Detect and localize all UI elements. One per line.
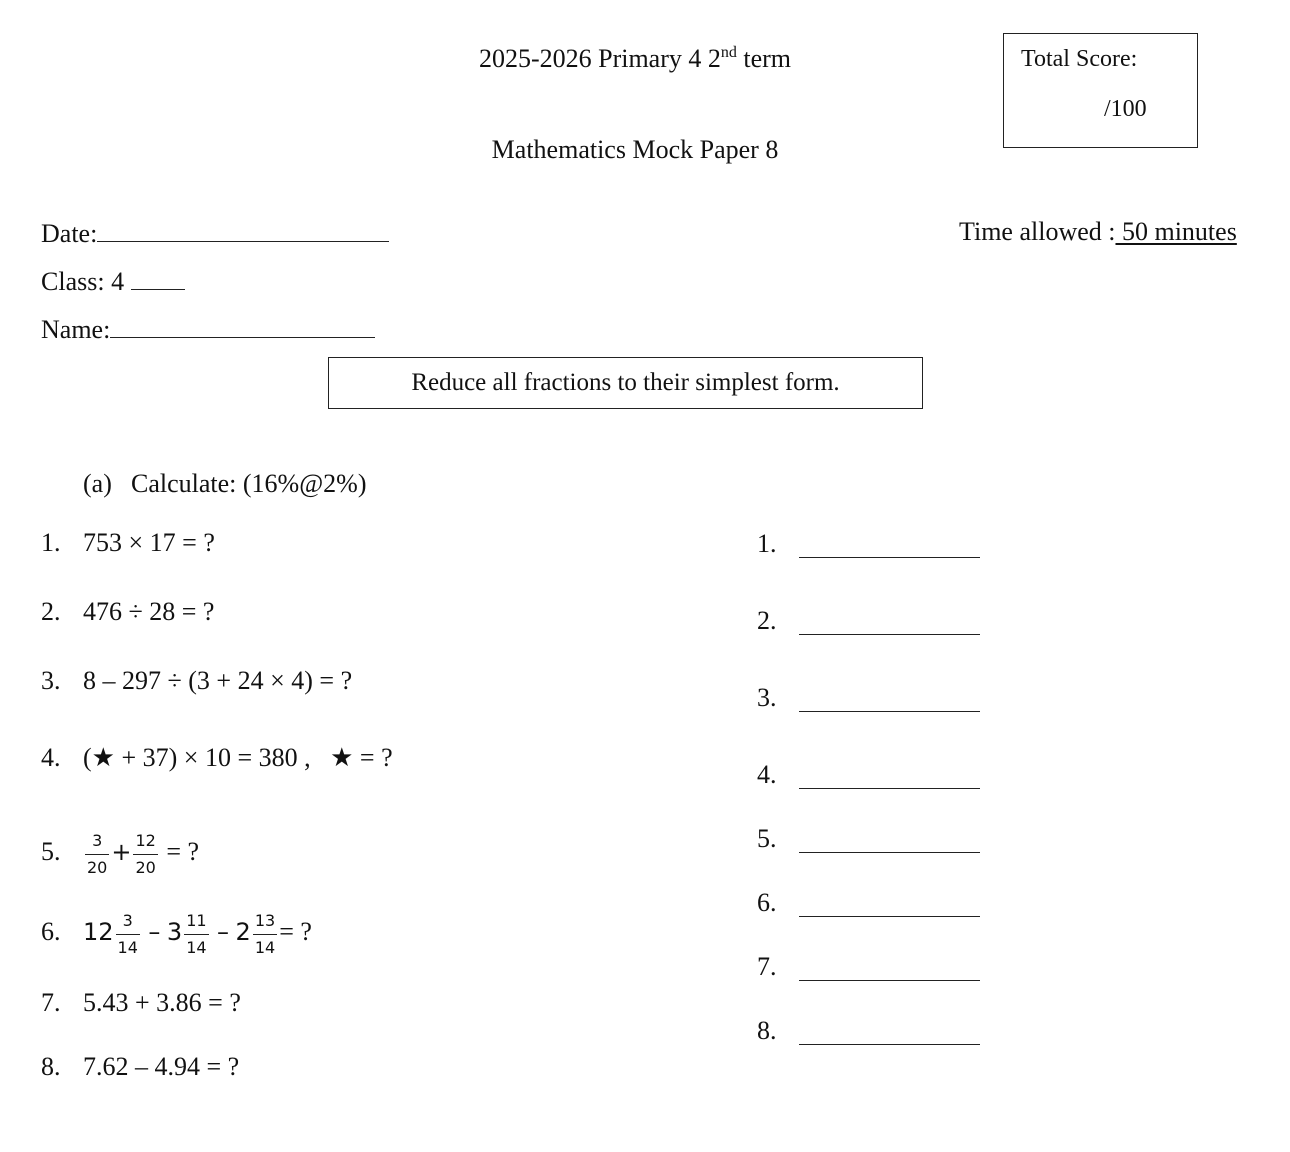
question-5: $\frac{3}{20}$ + $\frac{12}{20}$ = ? <box>87 830 200 877</box>
question-2: 476 ÷ 28 = ? <box>83 597 215 626</box>
total-score-label: Total Score: <box>1021 46 1138 72</box>
total-score-box <box>1003 33 1198 148</box>
question-1: 753 × 17 = ? <box>83 528 215 557</box>
answer-line-4[interactable] <box>799 788 980 789</box>
question-number: 1. <box>41 528 61 557</box>
answer-line-6[interactable] <box>799 916 980 917</box>
answer-line-5[interactable] <box>799 852 980 853</box>
class-blank[interactable] <box>131 265 185 290</box>
fraction: $\frac{3}{14}$ <box>117 910 138 957</box>
answer-number: 2. <box>757 606 777 635</box>
question-4: (★ + 37) × 10 = 380 , ★ = ? <box>83 743 393 772</box>
answer-number: 3. <box>757 683 777 712</box>
question-7: 5.43 + 3.86 = ? <box>83 988 241 1017</box>
answer-line-7[interactable] <box>799 980 980 981</box>
answer-line-2[interactable] <box>799 634 980 635</box>
question-6: 12 $\frac{3}{14}$ – 3 $\frac{11}{14}$ – 2 $\frac{13}{14}$ = ? <box>83 910 312 957</box>
paper-subtitle: Mathematics Mock Paper 8 <box>491 135 779 164</box>
answer-number: 6. <box>757 888 777 917</box>
total-score-max: /100 <box>1104 96 1147 122</box>
answer-number: 4. <box>757 760 777 789</box>
question-number: 4. <box>41 743 61 772</box>
question-number: 6. <box>41 917 61 946</box>
answer-line-8[interactable] <box>799 1044 980 1045</box>
answer-number: 8. <box>757 1016 777 1045</box>
answer-number: 7. <box>757 952 777 981</box>
fraction: $\frac{13}{14}$ <box>254 910 276 957</box>
date-blank[interactable] <box>97 217 389 242</box>
name-field: Name: <box>41 313 375 345</box>
question-number: 5. <box>41 837 61 866</box>
paper-title: 2025-2026 Primary 4 2nd term <box>478 44 792 73</box>
answer-line-1[interactable] <box>799 557 980 558</box>
section-label: (a) <box>83 469 112 498</box>
question-3: 8 – 297 ÷ (3 + 24 × 4) = ? <box>83 666 353 695</box>
fraction: $\frac{3}{20}$ <box>87 830 108 877</box>
date-field: Date: <box>41 217 389 249</box>
fraction: $\frac{12}{20}$ <box>135 830 156 877</box>
question-number: 2. <box>41 597 61 626</box>
section-title: Calculate: (16%@2%) <box>131 469 367 498</box>
question-8: 7.62 – 4.94 = ? <box>83 1052 240 1081</box>
class-field: Class: 4 <box>41 265 185 297</box>
instruction-box: Reduce all fractions to their simplest form. <box>328 357 923 409</box>
time-allowed: Time allowed : 50 minutes <box>959 217 1237 246</box>
question-number: 3. <box>41 666 61 695</box>
question-number: 7. <box>41 988 61 1017</box>
time-allowed-value: 50 minutes <box>1115 217 1237 246</box>
answer-number: 1. <box>757 529 777 558</box>
question-number: 8. <box>41 1052 61 1081</box>
name-blank[interactable] <box>110 313 375 338</box>
answer-line-3[interactable] <box>799 711 980 712</box>
fraction: $\frac{11}{14}$ <box>186 910 207 957</box>
answer-number: 5. <box>757 824 777 853</box>
